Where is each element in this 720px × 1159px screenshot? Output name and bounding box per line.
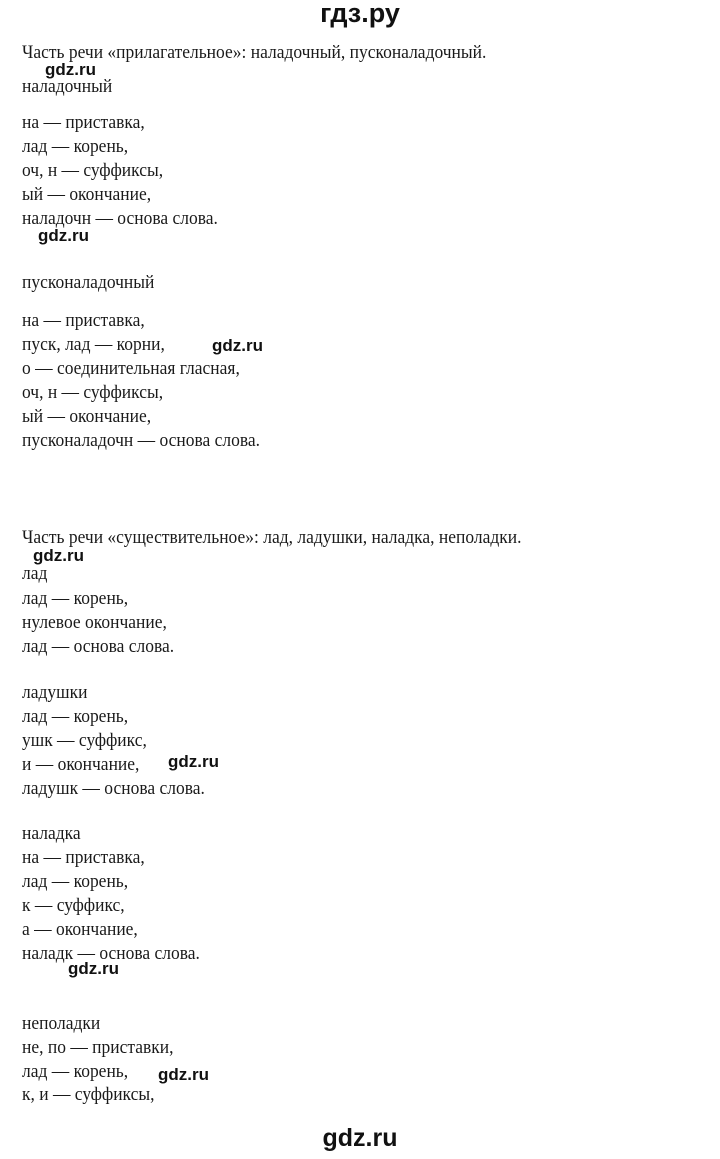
watermark: gdz.ru	[168, 752, 219, 771]
morpheme-line: лад — корень,	[22, 1061, 129, 1082]
morpheme-line: к, и — суффиксы,	[22, 1084, 155, 1105]
morpheme-line: лад — корень,	[22, 706, 129, 727]
watermark: gdz.ru	[33, 546, 84, 565]
morpheme-line: лад — корень,	[22, 136, 129, 157]
word-title: неполадки	[22, 1013, 101, 1034]
morpheme-line: не, по — приставки,	[22, 1037, 174, 1058]
watermark: gdz.ru	[158, 1065, 209, 1084]
morpheme-line: на — приставка,	[22, 310, 145, 331]
morpheme-line: оч, н — суффиксы,	[22, 382, 164, 403]
watermark: gdz.ru	[68, 959, 119, 978]
word-title: наладочный	[22, 76, 113, 97]
word-title: пусконаладочный	[22, 272, 155, 293]
morpheme-line: лад — корень,	[22, 588, 129, 609]
morpheme-line: ушк — суффикс,	[22, 730, 147, 751]
morpheme-line: лад — основа слова.	[22, 636, 175, 657]
watermark: gdz.ru	[38, 226, 89, 245]
morpheme-line: пуск, лад — корни,	[22, 334, 165, 355]
morpheme-line: о — соединительная гласная,	[22, 358, 240, 379]
morpheme-line: ладушк — основа слова.	[22, 778, 205, 799]
watermark: gdz.ru	[212, 336, 263, 355]
morpheme-line: а — окончание,	[22, 919, 138, 940]
morpheme-line: нулевое окончание,	[22, 612, 167, 633]
footer-watermark: gdz.ru	[322, 1124, 398, 1152]
word-title: наладка	[22, 823, 81, 844]
morpheme-line: наладк — основа слова.	[22, 943, 200, 964]
morpheme-line: на — приставка,	[22, 847, 145, 868]
morpheme-line: наладочн — основа слова.	[22, 208, 218, 229]
morpheme-line: ый — окончание,	[22, 184, 152, 205]
morpheme-line: на — приставка,	[22, 112, 145, 133]
morpheme-line: и — окончание,	[22, 754, 140, 775]
section-heading-nouns: Часть речи «существительное»: лад, ладушки, наладка, неполадки.	[22, 527, 522, 548]
site-title: гдз.ру	[320, 0, 400, 28]
word-title: ладушки	[22, 682, 88, 703]
morpheme-line: оч, н — суффиксы,	[22, 160, 164, 181]
morpheme-line: ый — окончание,	[22, 406, 152, 427]
word-title: лад	[22, 563, 48, 584]
morpheme-line: лад — корень,	[22, 871, 129, 892]
morpheme-line: к — суффикс,	[22, 895, 125, 916]
morpheme-line: пусконаладочн — основа слова.	[22, 430, 261, 451]
section-heading-adjectives: Часть речи «прилагательное»: наладочный, пусконаладочный.	[22, 42, 487, 63]
watermark: gdz.ru	[45, 60, 96, 79]
